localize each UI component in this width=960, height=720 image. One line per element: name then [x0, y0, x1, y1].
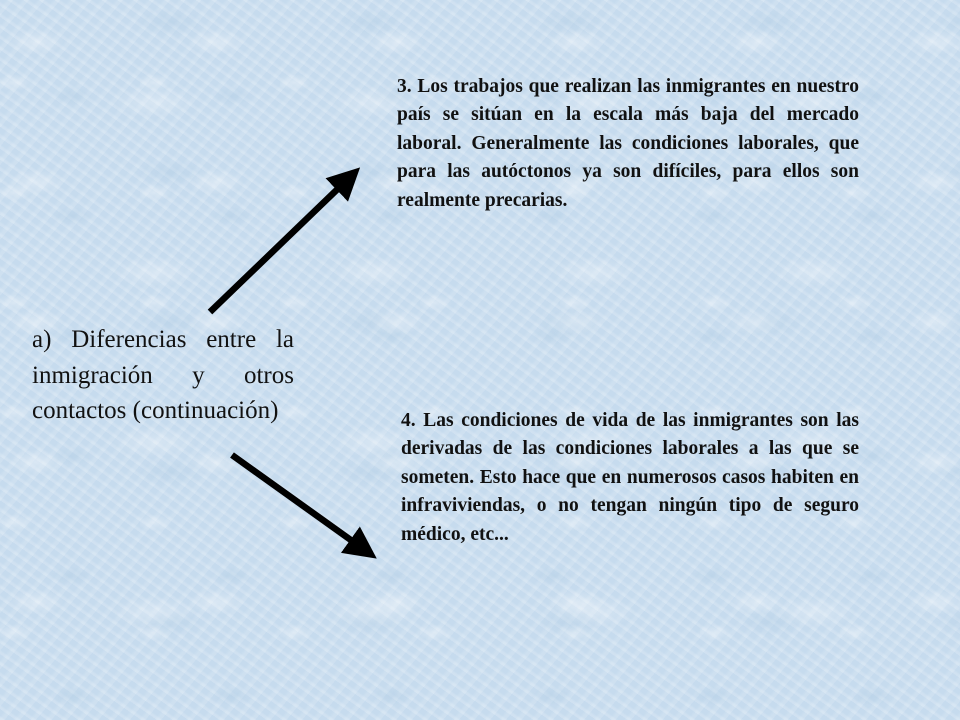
point-4-text: 4. Las condiciones de vida de las inmigrantes son las derivadas de las condiciones laborales a las que se someten. Esto hace que en numerosos casos habiten en infraviviendas, o no tengan ningún tipo de seguro médico, etc... — [401, 410, 859, 545]
point-3-text: 3. Los trabajos que realizan las inmigrantes en nuestro país se sitúan en la escala más baja del mercado laboral. Generalmente las condiciones laborales, que para las autóctonos ya son difíciles, para ellos son realmente precarias. — [397, 76, 859, 211]
slide-heading: a) Diferencias entre la inmigración y otros contactos (continuación) — [32, 326, 294, 424]
arrow-up-right-icon — [210, 180, 347, 312]
arrow-down-right-icon — [232, 455, 362, 548]
